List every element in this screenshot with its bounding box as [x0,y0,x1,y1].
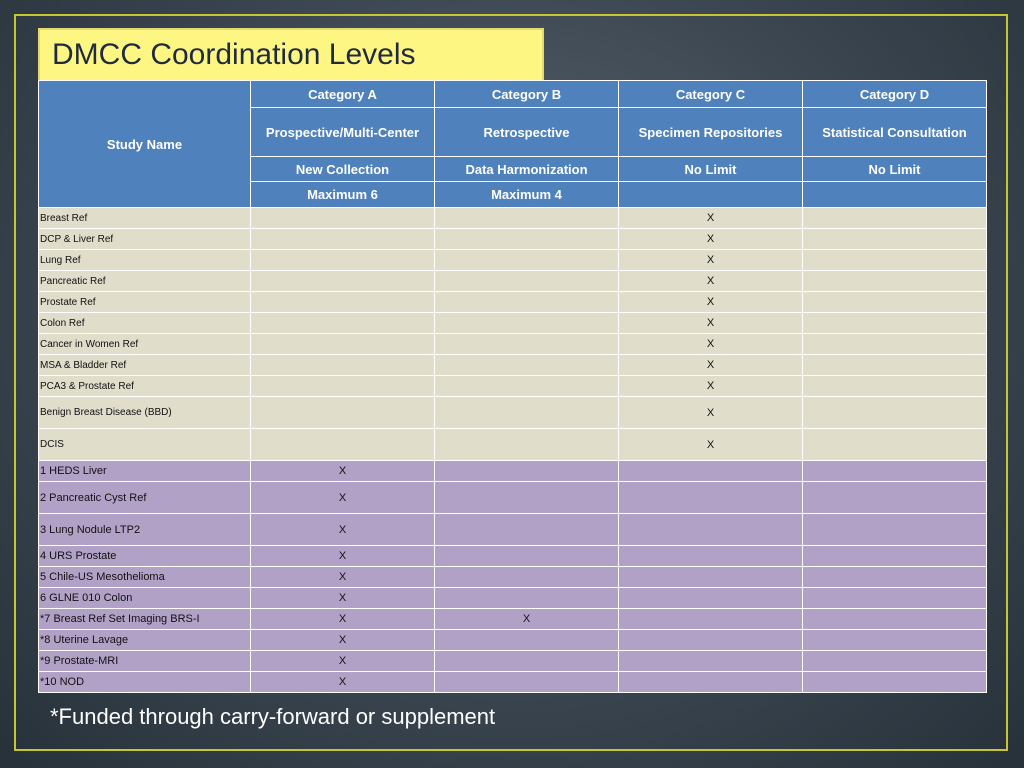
category-c-cell: X [619,292,803,313]
category-d-collection: No Limit [803,157,987,182]
category-c-cell: X [619,429,803,461]
table-row [39,514,987,546]
category-d-cell [803,292,987,313]
category-b-description: Retrospective [435,108,619,157]
category-c-cell: X [619,271,803,292]
category-d-cell [803,546,987,567]
category-c-limit [619,182,803,208]
category-a-cell: X [251,461,435,482]
study-name-cell: Cancer in Women Ref [39,334,251,355]
category-d-cell [803,397,987,429]
category-a-cell: X [251,609,435,630]
table-row [39,429,987,461]
category-a-cell [251,292,435,313]
footnote: *Funded through carry-forward or supplement [50,704,496,729]
category-d-cell [803,208,987,229]
category-b-cell [435,546,619,567]
title-box [38,28,544,80]
category-c-cell [619,651,803,672]
table-row [39,292,987,313]
study-name-cell: Breast Ref [39,208,251,229]
table-row [39,609,987,630]
category-a-cell [251,429,435,461]
table-row [39,672,987,693]
category-b-cell [435,567,619,588]
category-a-cell: X [251,588,435,609]
category-b-cell [435,208,619,229]
category-b-cell [435,292,619,313]
category-b-limit: Maximum 4 [435,182,619,208]
table-row [39,208,987,229]
category-b-cell [435,229,619,250]
study-name-cell: *7 Breast Ref Set Imaging BRS-I [39,609,251,630]
page-title: DMCC Coordination Levels [52,38,416,71]
category-c-cell: X [619,250,803,271]
study-name-cell: MSA & Bladder Ref [39,355,251,376]
category-a-cell: X [251,482,435,514]
study-name-cell: DCP & Liver Ref [39,229,251,250]
category-b-cell [435,376,619,397]
category-a-cell [251,334,435,355]
category-d-cell [803,376,987,397]
study-name-cell: Benign Breast Disease (BBD) [39,397,251,429]
header-row-category [39,81,987,108]
table-row [39,630,987,651]
study-name-cell: 5 Chile-US Mesothelioma [39,567,251,588]
study-name-cell: Colon Ref [39,313,251,334]
category-d-cell [803,355,987,376]
table-row [39,397,987,429]
category-b-cell [435,397,619,429]
category-c-cell [619,514,803,546]
study-name-header: Study Name [39,81,251,208]
study-name-cell: *8 Uterine Lavage [39,630,251,651]
category-c-collection: No Limit [619,157,803,182]
table-row [39,651,987,672]
category-c-description: Specimen Repositories [619,108,803,157]
category-d-cell [803,461,987,482]
category-b-cell [435,461,619,482]
category-d-cell [803,334,987,355]
table-row [39,355,987,376]
category-a-cell: X [251,514,435,546]
table-row [39,313,987,334]
category-c-cell: X [619,355,803,376]
coordination-table [38,80,987,693]
category-a-cell [251,208,435,229]
category-d-cell [803,588,987,609]
category-d-cell [803,229,987,250]
study-name-cell: Prostate Ref [39,292,251,313]
study-name-cell: 3 Lung Nodule LTP2 [39,514,251,546]
study-name-cell: 6 GLNE 010 Colon [39,588,251,609]
category-b-cell [435,651,619,672]
table-row [39,588,987,609]
table-row [39,271,987,292]
study-name-cell: DCIS [39,429,251,461]
category-b-cell [435,250,619,271]
study-name-cell: PCA3 & Prostate Ref [39,376,251,397]
category-a-cell: X [251,567,435,588]
category-a-cell [251,229,435,250]
category-c-cell [619,630,803,651]
category-b-cell [435,630,619,651]
category-b-cell [435,482,619,514]
table-row [39,334,987,355]
category-c-cell [619,672,803,693]
category-a-cell [251,355,435,376]
category-d-cell [803,630,987,651]
category-a-description: Prospective/Multi-Center [251,108,435,157]
category-d-cell [803,609,987,630]
category-a-cell: X [251,651,435,672]
category-a-cell [251,397,435,429]
category-d-cell [803,250,987,271]
study-name-cell: 2 Pancreatic Cyst Ref [39,482,251,514]
category-b-cell [435,588,619,609]
table-row [39,482,987,514]
table-row [39,461,987,482]
category-c-cell: X [619,229,803,250]
category-d-header: Category D [803,81,987,108]
study-name-cell: Lung Ref [39,250,251,271]
study-name-cell: *9 Prostate-MRI [39,651,251,672]
category-b-cell [435,355,619,376]
category-d-cell [803,651,987,672]
category-b-header: Category B [435,81,619,108]
category-c-cell: X [619,334,803,355]
category-c-cell [619,546,803,567]
category-c-cell: X [619,397,803,429]
category-c-cell: X [619,313,803,334]
category-b-cell [435,271,619,292]
category-c-cell: X [619,376,803,397]
category-b-cell [435,429,619,461]
table-row [39,546,987,567]
category-b-cell [435,334,619,355]
study-name-cell: *10 NOD [39,672,251,693]
category-c-cell [619,567,803,588]
category-b-cell [435,313,619,334]
category-a-cell [251,376,435,397]
table-row [39,567,987,588]
category-c-cell [619,482,803,514]
category-a-cell: X [251,546,435,567]
study-name-cell: 1 HEDS Liver [39,461,251,482]
category-a-cell: X [251,630,435,651]
study-name-cell: 4 URS Prostate [39,546,251,567]
category-c-cell [619,588,803,609]
category-d-cell [803,514,987,546]
category-d-cell [803,271,987,292]
category-d-cell [803,482,987,514]
category-d-cell [803,429,987,461]
category-a-limit: Maximum 6 [251,182,435,208]
category-d-limit [803,182,987,208]
category-a-header: Category A [251,81,435,108]
category-c-cell: X [619,208,803,229]
category-b-cell: X [435,609,619,630]
category-a-cell [251,250,435,271]
category-b-cell [435,672,619,693]
category-a-cell [251,271,435,292]
category-c-cell [619,609,803,630]
category-d-cell [803,567,987,588]
table-row [39,376,987,397]
category-d-cell [803,672,987,693]
table-row [39,250,987,271]
category-d-description: Statistical Consultation [803,108,987,157]
category-c-cell [619,461,803,482]
category-a-cell [251,313,435,334]
category-c-header: Category C [619,81,803,108]
category-a-collection: New Collection [251,157,435,182]
category-d-cell [803,313,987,334]
category-b-collection: Data Harmonization [435,157,619,182]
table-row [39,229,987,250]
category-b-cell [435,514,619,546]
category-a-cell: X [251,672,435,693]
study-name-cell: Pancreatic Ref [39,271,251,292]
